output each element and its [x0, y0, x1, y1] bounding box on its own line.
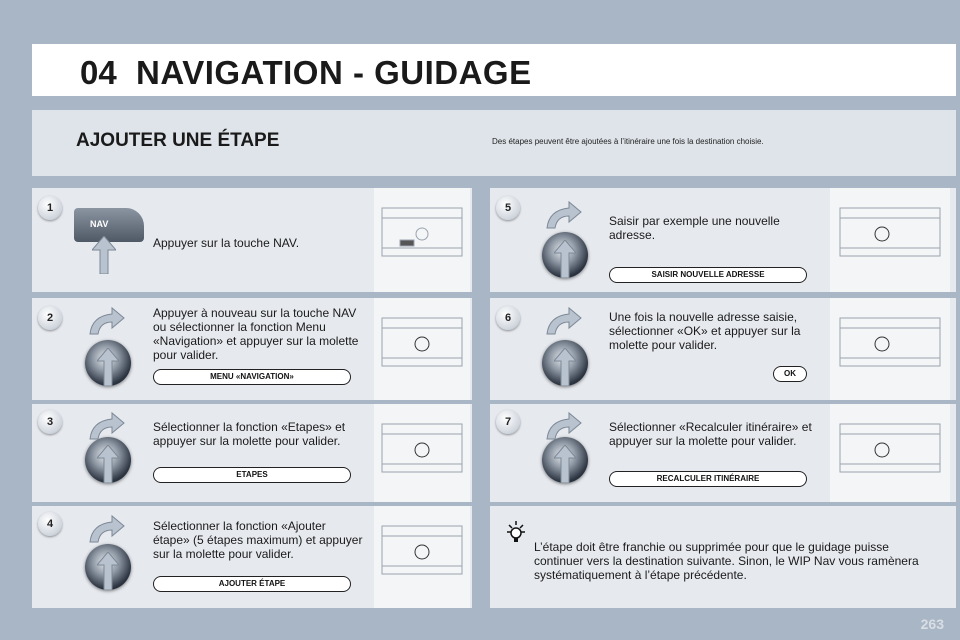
menu-label-pill: ETAPES — [153, 467, 351, 483]
arrow-up-icon — [97, 445, 119, 483]
menu-label-pill: RECALCULER ITINÉRAIRE — [609, 471, 807, 487]
step-number: 6 — [496, 306, 520, 330]
step-text: Saisir par exemple une nouvelle adresse. — [609, 214, 780, 242]
step-text: Appuyer à nouveau sur la touche NAV ou sélectionner la fonction Menu «Navigation» et appuyer sur la molette pour valider. — [153, 306, 359, 362]
nav-button-label: NAV — [90, 219, 109, 229]
step-number: 5 — [496, 196, 520, 220]
rotate-arrow-icon — [543, 306, 583, 336]
arrow-up-icon — [97, 552, 119, 590]
section-intro: Des étapes peuvent être ajoutées à l’itinéraire une fois la destination choisie. — [492, 137, 764, 146]
ok-label-pill: OK — [773, 366, 807, 382]
rotate-arrow-icon — [86, 411, 126, 441]
section-title: AJOUTER UNE ÉTAPE — [76, 130, 280, 151]
menu-label-pill: AJOUTER ÉTAPE — [153, 576, 351, 592]
step-text: Une fois la nouvelle adresse saisie, sélectionner «OK» et appuyer sur la molette pour valider. — [609, 310, 801, 352]
step-text: Appuyer sur la touche NAV. — [153, 236, 300, 250]
arrow-up-icon — [97, 348, 119, 386]
radio-unit-image — [374, 188, 470, 292]
menu-label-pill: MENU «NAVIGATION» — [153, 369, 351, 385]
radio-unit-image — [374, 404, 470, 502]
menu-label-pill: SAISIR NOUVELLE ADRESSE — [609, 267, 807, 283]
page-title: NAVIGATION - GUIDAGE — [136, 54, 532, 91]
step-text: Sélectionner la fonction «Ajouter étape» (5 étapes maximum) et appuyer sur la molette pour valider. — [153, 519, 363, 561]
note-text: L’étape doit être franchie ou supprimée pour que le guidage puisse continuer vers la destination suivante. Sinon, le WIP Nav vous ramènera systématiquement à l’étape précédente. — [534, 540, 919, 582]
radio-unit-image — [830, 188, 950, 292]
rotate-arrow-icon — [86, 306, 126, 336]
arrow-up-icon — [92, 236, 116, 274]
step-number: 1 — [38, 196, 62, 220]
step-text: Sélectionner «Recalculer itinéraire» et appuyer sur la molette pour valider. — [609, 420, 812, 448]
radio-unit-image — [830, 404, 950, 502]
rotate-arrow-icon — [86, 514, 126, 544]
arrow-up-icon — [554, 348, 576, 386]
arrow-up-icon — [554, 445, 576, 483]
page-number: 263 — [920, 616, 944, 632]
radio-unit-image — [374, 298, 470, 400]
rotate-arrow-icon — [543, 200, 583, 230]
light-bulb-icon — [504, 520, 528, 544]
chapter-number: 04 — [80, 54, 117, 91]
step-text: Sélectionner la fonction «Etapes» et appuyer sur la molette pour valider. — [153, 420, 346, 448]
step-number: 4 — [38, 512, 62, 536]
radio-unit-image — [830, 298, 950, 400]
rotate-arrow-icon — [543, 411, 583, 441]
step-number: 2 — [38, 306, 62, 330]
step-number: 7 — [496, 410, 520, 434]
radio-unit-image — [374, 506, 470, 608]
arrow-up-icon — [554, 240, 576, 278]
step-number: 3 — [38, 410, 62, 434]
